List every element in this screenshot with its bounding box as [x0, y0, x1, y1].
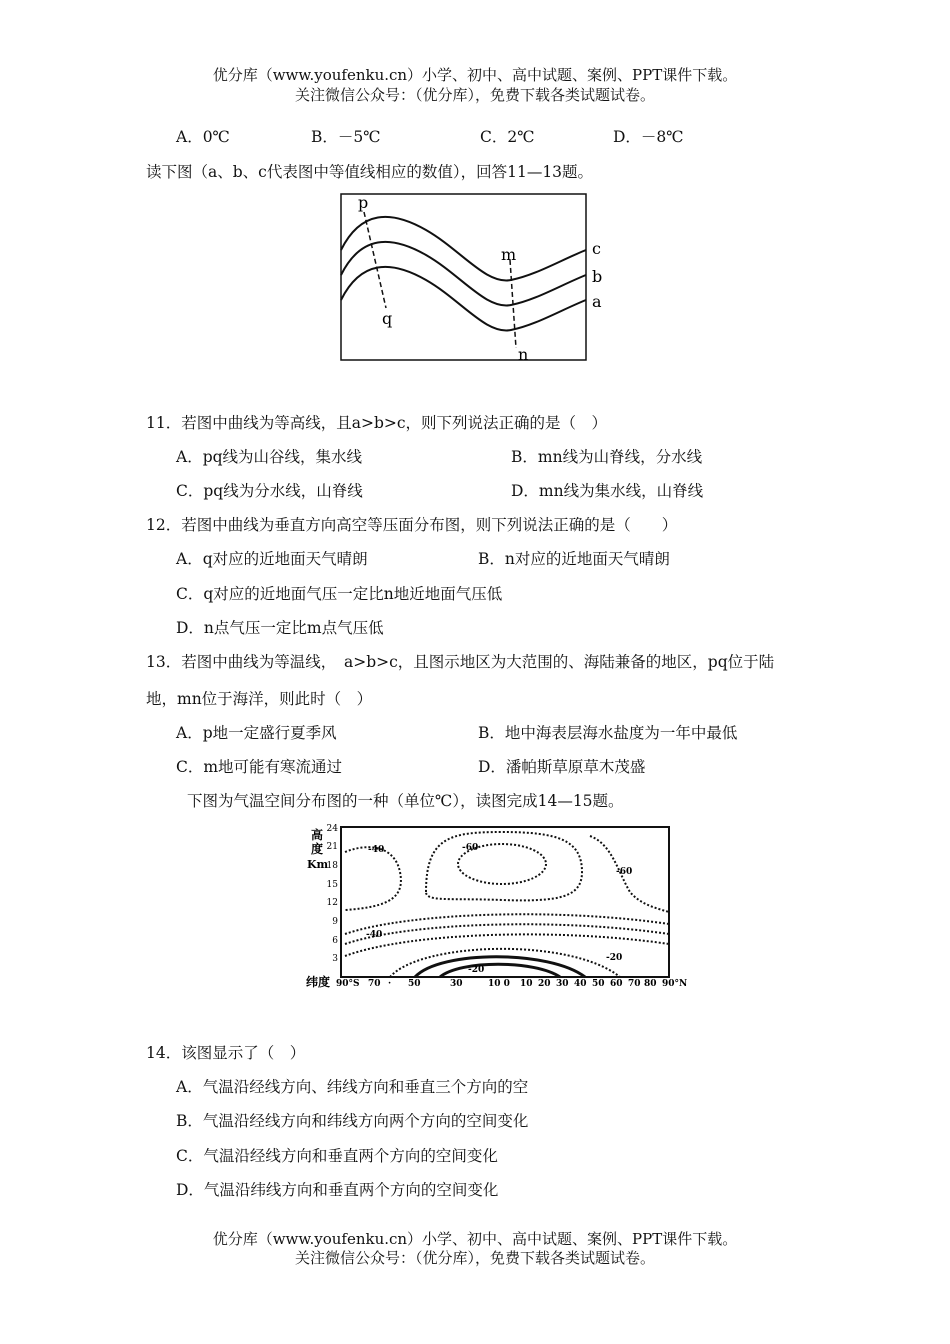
contour-left-40 [345, 847, 401, 910]
q12-option-b: B．n对应的近地面天气晴朗 [478, 550, 670, 568]
ytick-21: 21 [326, 842, 338, 852]
q14-option-a: A．气温沿经线方向、纬线方向和垂直三个方向的空 [176, 1078, 529, 1096]
q11-option-c: C．pq线为分水线，山脊线 [176, 482, 363, 500]
curve-b [341, 242, 586, 306]
label-minus20-right: -20 [606, 953, 623, 963]
line-pq [364, 212, 386, 308]
xtick-90s: 90°S [336, 979, 360, 989]
label-minus60-center: -60 [462, 843, 479, 853]
label-b: b [592, 267, 603, 286]
intro-1: 读下图（a、b、c代表图中等值线相应的数值），回答11—13题。 [146, 163, 594, 181]
xtick-90n: 90°N [662, 979, 688, 989]
contour-solid-1 [415, 957, 585, 977]
contour-outer-core [426, 832, 582, 900]
q10-option-a: A．0℃ [176, 128, 230, 146]
curve-a [341, 267, 586, 331]
q10-option-d: D．－8℃ [613, 128, 684, 146]
ylabel-unit: Km [307, 858, 329, 871]
q13-option-c: C．m地可能有寒流通过 [176, 758, 343, 776]
label-minus20-core: -20 [468, 965, 485, 975]
xtick-30s: 30 [450, 979, 463, 989]
q14-stem: 14．该图显示了（ ） [146, 1044, 306, 1062]
contour-40-band-1 [345, 914, 669, 934]
xtick-70n: 70 [628, 979, 641, 989]
xtick-10s-0: 10 0 [488, 979, 510, 989]
footer-line-2: 关注微信公众号：（优分库），免费下载各类试题试卷。 [294, 1249, 655, 1267]
q14-option-c: C．气温沿经线方向和垂直两个方向的空间变化 [176, 1147, 498, 1165]
label-c: c [592, 239, 601, 258]
ytick-6: 6 [332, 936, 338, 946]
figure-1-frame [341, 194, 586, 360]
label-q: q [382, 309, 393, 328]
ytick-15: 15 [326, 880, 338, 890]
ylabel-line-1: 高 [311, 828, 324, 842]
ytick-24: 24 [326, 824, 338, 834]
q13-stem-line-2: 地，mn位于海洋，则此时（ ） [146, 690, 373, 708]
q12-stem: 12．若图中曲线为垂直方向高空等压面分布图，则下列说法正确的是（ ） [146, 516, 678, 534]
q12-option-d: D．n点气压一定比m点气压低 [176, 619, 384, 637]
xtick-dot: · [388, 979, 392, 989]
label-n: n [518, 345, 529, 364]
intro-2: 下图为气温空间分布图的一种（单位℃），读图完成14—15题。 [187, 792, 624, 810]
ylabel-line-2: 度 [311, 842, 324, 856]
ytick-3: 3 [332, 954, 338, 964]
header-line-1: 优分库（www.youfenku.cn）小学、初中、高中试题、案例、PPT课件下载。 [212, 66, 738, 84]
xtick-40n: 40 [574, 979, 587, 989]
contour-solid-2 [440, 964, 560, 977]
xtick-50n: 50 [592, 979, 605, 989]
q13-option-b: B．地中海表层海水盐度为一年中最低 [478, 724, 738, 742]
q13-option-d: D．潘帕斯草原草木茂盛 [478, 758, 646, 776]
q14-option-d: D．气温沿纬线方向和垂直两个方向的空间变化 [176, 1181, 499, 1199]
xtick-60n: 60 [610, 979, 623, 989]
ytick-9: 9 [332, 917, 338, 927]
xtick-80n: 80 [644, 979, 657, 989]
xtick-70s: 70 [368, 979, 381, 989]
header-line-2: 关注微信公众号：（优分库），免费下载各类试题试卷。 [294, 86, 655, 104]
label-minus60-right: -60 [616, 867, 633, 877]
contour-figure-1 [336, 190, 616, 370]
xtick-30n: 30 [556, 979, 569, 989]
xtick-50s: 50 [408, 979, 421, 989]
label-minus40-top: -40 [368, 845, 385, 855]
ytick-12: 12 [326, 898, 338, 908]
temperature-figure [300, 822, 700, 994]
xtick-20n: 20 [538, 979, 551, 989]
xlabel: 纬度 [306, 975, 331, 989]
label-minus40-bottom: -40 [366, 930, 383, 940]
footer-line-1: 优分库（www.youfenku.cn）小学、初中、高中试题、案例、PPT课件下载。 [212, 1230, 738, 1248]
q14-option-b: B．气温沿经线方向和纬线方向两个方向的空间变化 [176, 1112, 529, 1130]
label-a: a [592, 292, 602, 311]
q11-stem: 11．若图中曲线为等高线，且a>b>c，则下列说法正确的是（ ） [146, 414, 608, 432]
ytick-18: 18 [326, 861, 338, 871]
q11-option-d: D．mn线为集水线，山脊线 [511, 482, 704, 500]
q12-option-a: A．q对应的近地面天气晴朗 [176, 550, 368, 568]
q10-option-c: C．2℃ [480, 128, 535, 146]
xtick-10n: 10 [520, 979, 533, 989]
q13-option-a: A．p地一定盛行夏季风 [176, 724, 337, 742]
q10-option-b: B．－5℃ [311, 128, 381, 146]
label-m: m [501, 245, 517, 264]
q13-stem-line-1: 13．若图中曲线为等温线， a>b>c，且图示地区为大范围的、海陆兼备的地区，pq位于陆 [146, 653, 775, 671]
label-p: p [358, 193, 369, 212]
q11-option-b: B．mn线为山脊线，分水线 [511, 448, 703, 466]
q11-option-a: A．pq线为山谷线，集水线 [176, 448, 363, 466]
q12-option-c: C．q对应的近地面气压一定比n地近地面气压低 [176, 585, 503, 603]
